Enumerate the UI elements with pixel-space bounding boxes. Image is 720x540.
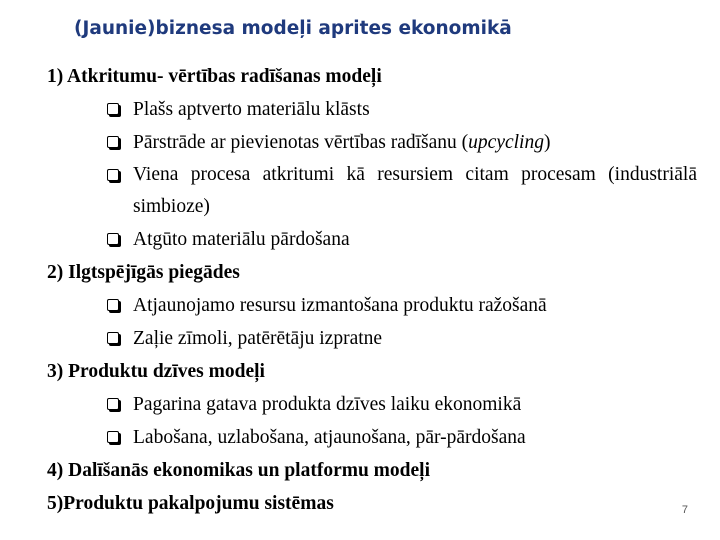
bullet-text-italic: upcycling	[468, 132, 544, 153]
q-checkbox-icon	[107, 398, 119, 410]
bullet-item	[47, 126, 697, 159]
bullet-text: Plašs aptverto materiālu klāsts	[133, 99, 370, 120]
bullet-item	[47, 388, 697, 421]
bullet-text-part: Pārstrāde ar pievienotas vērtības radīšanu (	[133, 132, 469, 153]
bullet-item	[47, 289, 697, 322]
bullet-text: Zaļie zīmoli, patērētāju izpratne	[133, 328, 383, 349]
bullet-text: Pagarina gatava produkta dzīves laiku ekonomikā	[133, 394, 522, 415]
bullet-text: Labošana, uzlabošana, atjaunošana, pār-pārdošana	[133, 427, 526, 448]
bullet-item	[47, 322, 697, 355]
q-checkbox-icon	[107, 103, 119, 115]
bullet-item	[47, 159, 697, 223]
bullet-item	[47, 223, 697, 256]
slide-title: (Jaunie)biznesa modeļi aprites ekonomikā	[74, 18, 512, 39]
bullet-text: Atjaunojamo resursu izmantošana produktu ražošanā	[133, 295, 547, 316]
slide-number: 7	[681, 504, 688, 516]
slide-content	[47, 60, 697, 520]
bullet-text: Viena procesa atkritumi kā resursiem citam procesam (industriālā simbioze)	[133, 164, 697, 217]
bullet-item	[47, 421, 697, 454]
section-heading-3: 3) Produktu dzīves modeļi	[47, 361, 265, 382]
q-checkbox-icon	[107, 169, 119, 181]
q-checkbox-icon	[107, 431, 119, 443]
section-heading-2: 2) Ilgtspējīgās piegādes	[47, 262, 240, 283]
q-checkbox-icon	[107, 233, 119, 245]
bullet-text: Atgūto materiālu pārdošana	[133, 229, 350, 250]
section-heading-1: 1) Atkritumu- vērtības radīšanas modeļi	[47, 66, 382, 87]
section-heading-4: 4) Dalīšanās ekonomikas un platformu modeļi	[47, 460, 431, 481]
bullet-text-part: )	[543, 132, 551, 153]
q-checkbox-icon	[107, 299, 119, 311]
section-heading-5: 5)Produktu pakalpojumu sistēmas	[47, 493, 334, 514]
q-checkbox-icon	[107, 136, 119, 148]
bullet-item	[47, 93, 697, 126]
q-checkbox-icon	[107, 332, 119, 344]
bullet-text	[133, 126, 697, 159]
